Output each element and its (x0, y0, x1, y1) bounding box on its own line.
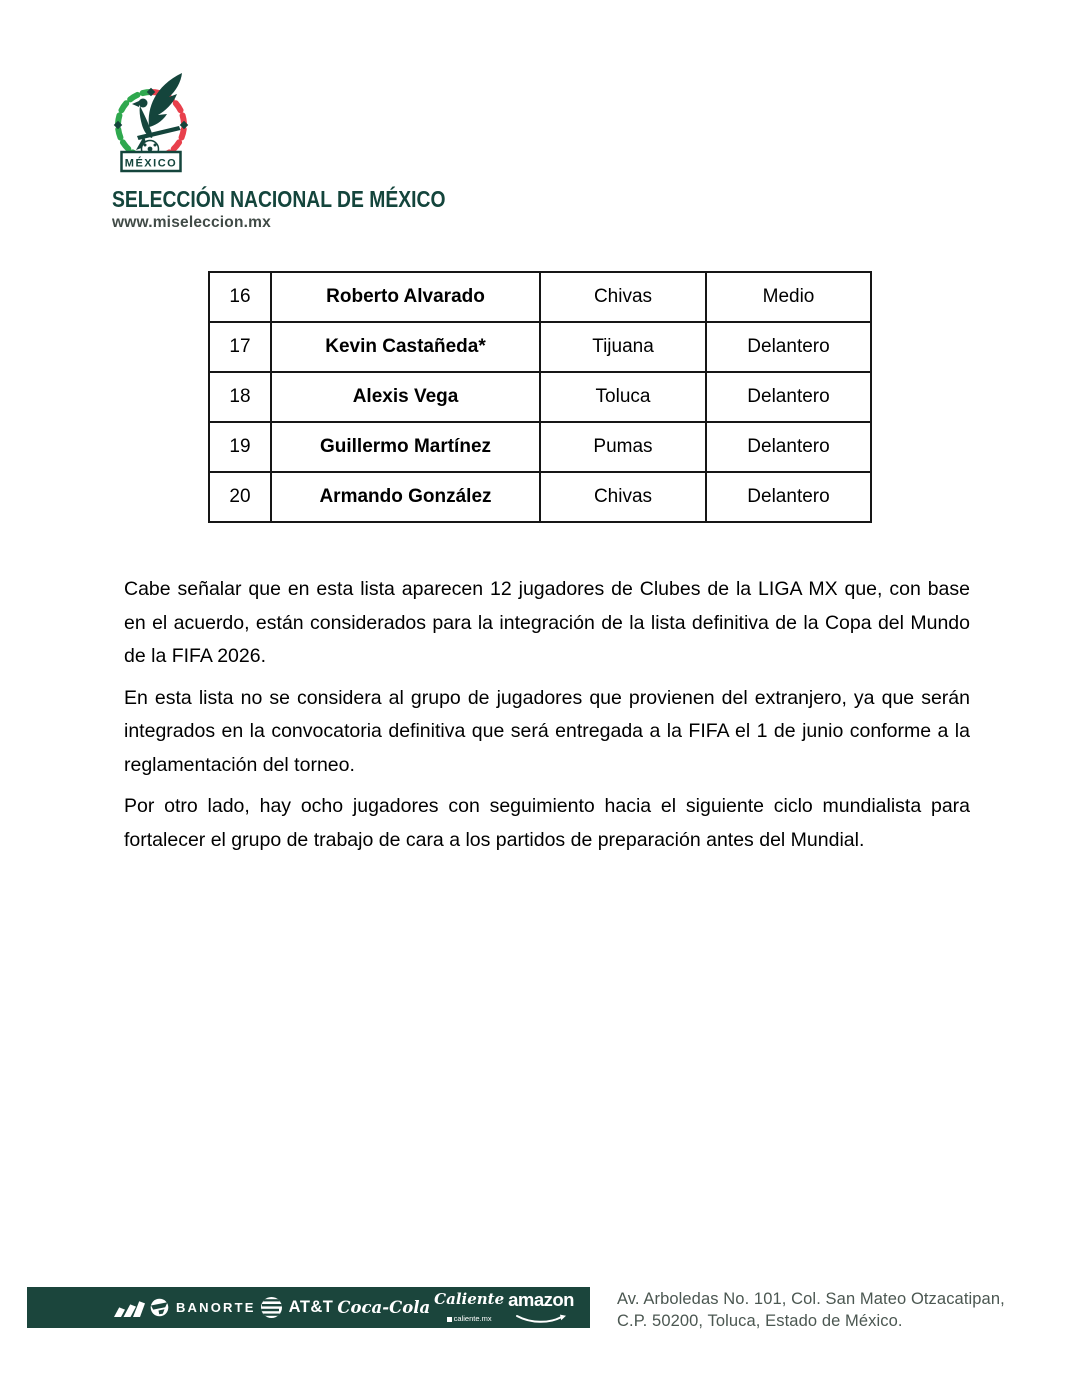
player-club: Toluca (540, 372, 706, 422)
table-row (209, 272, 871, 322)
address-line-1: Av. Arboledas No. 101, Col. San Mateo Otzacatipan, (617, 1290, 1005, 1308)
att-logo (260, 1296, 334, 1319)
player-club: Pumas (540, 422, 706, 472)
adidas-logo (113, 1297, 145, 1318)
player-number: 16 (209, 272, 271, 322)
crest-mexico-label: MÉXICO (124, 157, 178, 170)
amazon-wordmark: amazon (508, 1289, 574, 1311)
amazon-logo (508, 1291, 574, 1324)
banorte-wordmark: BANORTE (175, 1300, 256, 1315)
player-name: Armando González (271, 472, 540, 522)
table-row (209, 472, 871, 522)
player-position: Delantero (706, 472, 871, 522)
caliente-wordmark: Caliente (434, 1290, 505, 1309)
banorte-mark-icon (149, 1298, 170, 1317)
player-number: 18 (209, 372, 271, 422)
player-number: 17 (209, 322, 271, 372)
caliente-url-text: caliente.mx (453, 1314, 492, 1324)
adidas-stripes-icon (113, 1297, 145, 1318)
player-position: Medio (706, 272, 871, 322)
caliente-logo (434, 1292, 504, 1323)
table-row (209, 422, 871, 472)
fmf-crest-logo (103, 70, 198, 180)
paragraph-seguimiento: Por otro lado, hay ocho jugadores con seguimiento hacia el siguiente ciclo mundialista para fortalecer el grupo de trabajo de cara a los partidos de preparación antes del Mundial. (124, 795, 970, 851)
player-position: Delantero (706, 372, 871, 422)
amazon-smile-icon (515, 1314, 567, 1324)
player-name: Guillermo Martínez (271, 422, 540, 472)
address-line-2: C.P. 50200, Toluca, Estado de México. (617, 1312, 903, 1330)
player-club: Chivas (540, 272, 706, 322)
player-club: Chivas (540, 472, 706, 522)
org-title: SELECCIÓN NACIONAL DE MÉXICO (112, 186, 446, 212)
att-globe-icon (260, 1296, 283, 1319)
player-name: Alexis Vega (271, 372, 540, 422)
player-position: Delantero (706, 422, 871, 472)
player-name: Kevin Castañeda* (271, 322, 540, 372)
player-position: Delantero (706, 322, 871, 372)
paragraph-extranjero: En esta lista no se considera al grupo de jugadores que provienen del extranjero, ya que serán integrados en la convocatoria definitiva que será entregada a la FIFA el 1 de junio conforme a la reglamentación del torneo. (124, 686, 970, 776)
paragraph-liga-mx: Cabe señalar que en esta lista aparecen 12 jugadores de Clubes de la LIGA MX que, con base en el acuerdo, están considerados para la integración de la lista definitiva de la Copa del Mundo de la FIFA 2026. (124, 578, 970, 667)
banorte-logo (149, 1298, 256, 1317)
player-name: Roberto Alvarado (271, 272, 540, 322)
player-club: Tijuana (540, 322, 706, 372)
att-wordmark: AT&T (288, 1298, 334, 1316)
coca-cola-logo: Coca-Cola (337, 1298, 431, 1317)
table-row (209, 372, 871, 422)
roster-table (208, 271, 872, 523)
footer-address (617, 1288, 1005, 1332)
caliente-url (447, 1315, 492, 1323)
sponsor-bar (27, 1287, 590, 1328)
website-url: www.miseleccion.mx (112, 214, 271, 231)
player-number: 20 (209, 472, 271, 522)
caliente-square-icon (447, 1317, 452, 1322)
table-row (209, 322, 871, 372)
body-text (124, 573, 970, 865)
mexico-eagle-crest-icon (103, 70, 198, 180)
player-number: 19 (209, 422, 271, 472)
